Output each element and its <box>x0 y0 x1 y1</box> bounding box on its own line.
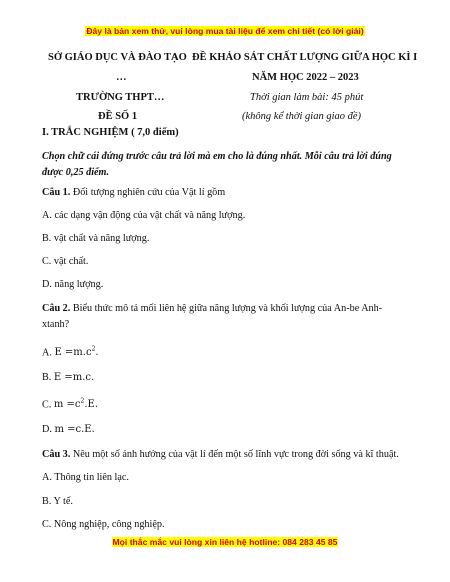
q1-option-a: A. các dạng vận động của vật chất và năng lượng. <box>42 210 246 221</box>
header-school: TRƯỜNG THPT… <box>76 92 165 103</box>
question-3-text: Nêu một số ảnh hưởng của vật lí đến một số lĩnh vực trong đời sống và kĩ thuật. <box>72 449 399 460</box>
question-2-text-line1: Biểu thức mô tả mối liên hệ giữa năng lượng và khối lượng của An-be Anh- <box>72 303 383 314</box>
q1-option-c: C. vật chất. <box>42 256 89 267</box>
question-1-text: Đối tượng nghiên cứu của Vật lí gồm <box>72 187 226 198</box>
bottom-banner: Mọi thắc mắc vui lòng xin liên hệ hotline: 084 283 45 85 <box>112 537 338 547</box>
header-exam-title: ĐỀ KHẢO SÁT CHẤT LƯỢNG GIỮA HỌC KÌ I <box>192 52 418 63</box>
q2-option-b: B. E =m.c. <box>42 372 95 383</box>
question-2 <box>42 303 382 314</box>
question-2-text-line2: xtanh? <box>42 319 70 330</box>
header-ellipsis: … <box>116 72 127 83</box>
q3-option-b: B. Y tế. <box>42 496 73 507</box>
header-exam-code: ĐỀ SỐ 1 <box>98 111 138 122</box>
header-school-year: NĂM HỌC 2022 – 2023 <box>252 72 359 83</box>
question-3-label: Câu 3. <box>42 449 71 460</box>
q1-option-b: B. vật chất và năng lượng. <box>42 233 150 244</box>
question-1 <box>42 187 225 198</box>
instruction-line1: Chọn chữ cái đứng trước câu trả lời mà em cho là đúng nhất. Mỗi câu trả lời đúng <box>42 151 392 162</box>
q3-option-a: A. Thông tin liên lạc. <box>42 472 129 483</box>
question-1-label: Câu 1. <box>42 187 71 198</box>
q2-option-d: D. m =c.E. <box>42 424 95 435</box>
q1-option-d: D. năng lượng. <box>42 279 104 290</box>
question-2-label: Câu 2. <box>42 303 71 314</box>
q3-option-c: C. Nông nghiệp, công nghiệp. <box>42 519 165 530</box>
instruction-line2: được 0,25 điểm. <box>42 167 110 178</box>
top-banner: Đây là bản xem thử, vui lòng mua tài liệu để xem chi tiết (có lời giải) <box>86 26 364 36</box>
question-3 <box>42 449 399 460</box>
section-title: I. TRẮC NGHIỆM ( 7,0 điểm) <box>42 127 179 138</box>
q2-option-a: A. $E =m.c^2$. <box>42 346 99 359</box>
header-time: Thời gian làm bài: 45 phút <box>250 92 364 103</box>
header-time-note: (không kể thời gian giao đề) <box>242 111 362 122</box>
header-department: SỞ GIÁO DỤC VÀ ĐÀO TẠO <box>48 52 187 63</box>
q2-option-c: C. $m =c^2.E$. <box>42 398 99 411</box>
